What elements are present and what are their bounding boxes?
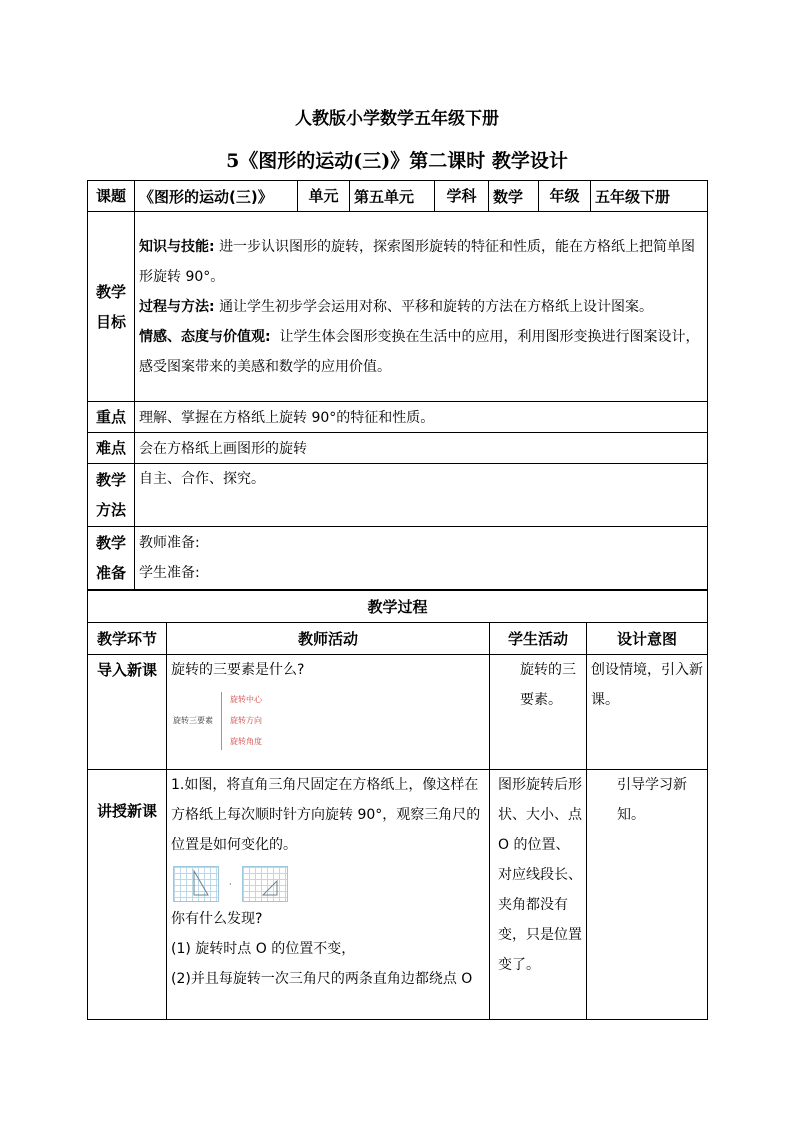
- difficulty-label: 难点: [88, 433, 135, 464]
- teaching-process-table: [87, 590, 708, 1020]
- goal-knowledge: [139, 232, 703, 292]
- diagram-item-direction: 旋转方向: [230, 716, 262, 725]
- document-title: 人教版小学数学五年级下册: [295, 109, 499, 129]
- grid-figure-1: [173, 866, 219, 902]
- key-label: 重点: [88, 402, 135, 433]
- grid-figure-2: [242, 866, 288, 902]
- grade-value: 五年级下册: [591, 181, 708, 212]
- unit-value: 第五单元: [350, 181, 435, 212]
- rotation-elements-diagram: [173, 689, 485, 752]
- method-label-line2: 方法: [95, 501, 126, 519]
- intro-stage: 导入新课: [88, 655, 167, 770]
- prep-teacher: 教师准备:: [139, 535, 200, 551]
- goal-knowledge-text: 进一步认识图形的旋转，探索图形旋转的特征和性质，能在方格纸上把简单图形旋转 90°。: [139, 238, 696, 285]
- lecture-student: 图形旋转后形状、大小、点 O 的位置、对应线段长、夹角都没有变，只是位置变了。: [490, 770, 587, 1020]
- topic-value: 《图形的运动(三)》: [135, 181, 298, 212]
- subject-label: 学科: [435, 181, 489, 212]
- lecture-paragraph: 1.如图，将直角三角尺固定在方格纸上，像这样在方格纸上每次顺时针方向旋转 90°，观察三角尺的位置是如何变化的。: [171, 777, 481, 853]
- goals-label-line1: 教学: [95, 282, 126, 301]
- prep-label: [88, 527, 135, 590]
- diagram-item-angle: 旋转角度: [230, 737, 262, 746]
- goal-emotion: [139, 322, 703, 382]
- difficulty-text: 会在方格纸上画图形的旋转: [135, 433, 708, 464]
- lecture-finding-2: (2)并且每旋转一次三角尺的两条直角边都绕点 O: [171, 971, 473, 987]
- intro-intent: 创设情境，引入新课。: [587, 655, 708, 770]
- grade-label: 年级: [539, 181, 591, 212]
- col-student: 学生活动: [490, 623, 587, 655]
- goal-process-title: 过程与方法:: [139, 298, 215, 315]
- rotation-figures: [173, 866, 485, 902]
- goal-emotion-title: 情感、态度与价值观:: [139, 328, 271, 345]
- rotated-triangle-icon: [243, 867, 287, 901]
- prep-label-line1: 教学: [95, 534, 126, 552]
- lecture-question: 你有什么发现?: [171, 911, 263, 927]
- col-teacher: 教师活动: [167, 623, 490, 655]
- method-text: 自主、合作、探究。: [135, 464, 708, 527]
- lecture-intent: 引导学习新知。: [587, 770, 708, 1020]
- goals-label-line2: 目标: [95, 312, 126, 331]
- prep-label-line2: 准备: [95, 564, 126, 582]
- lecture-teacher: [167, 770, 490, 1020]
- subject-value: 数学: [489, 181, 539, 212]
- goals-content: [135, 212, 708, 402]
- diagram-label: 旋转三要素: [173, 716, 213, 725]
- goal-emotion-text: 让学生体会图形变换在生活中的应用，利用图形变换进行图案设计，感受图案带来的美感和数学的应用价值。: [139, 328, 700, 375]
- diagram-brace: [221, 692, 222, 750]
- method-label: [88, 464, 135, 527]
- intro-student: 旋转的三要素。: [490, 655, 587, 770]
- lesson-info-table: [87, 180, 708, 590]
- unit-label: 单元: [298, 181, 350, 212]
- prep-student: 学生准备:: [139, 565, 200, 581]
- goal-knowledge-title: 知识与技能:: [139, 238, 215, 255]
- diagram-item-center: 旋转中心: [230, 695, 262, 704]
- method-label-line1: 教学: [95, 471, 126, 489]
- col-intent: 设计意图: [587, 623, 708, 655]
- intro-question: 旋转的三要素是什么?: [171, 662, 305, 678]
- process-heading: 教学过程: [88, 591, 708, 623]
- diagram-items: [230, 689, 262, 752]
- document-subtitle: 5《图形的运动(三)》第二课时 教学设计: [226, 150, 568, 172]
- goal-process: [139, 292, 703, 322]
- col-stage: 教学环节: [88, 623, 167, 655]
- goals-label: [88, 212, 135, 402]
- prep-content: [135, 527, 708, 590]
- key-text: 理解、掌握在方格纸上旋转 90°的特征和性质。: [135, 402, 708, 433]
- intro-teacher: [167, 655, 490, 770]
- topic-label: 课题: [88, 181, 135, 212]
- figure-separator: ·: [229, 879, 232, 889]
- goal-process-text: 通让学生初步学会运用对称、平移和旋转的方法在方格纸上设计图案。: [219, 298, 654, 315]
- lecture-finding-1: (1) 旋转时点 O 的位置不变，: [171, 941, 356, 957]
- lecture-stage: 讲授新课: [88, 770, 167, 1020]
- triangle-icon: [174, 867, 218, 901]
